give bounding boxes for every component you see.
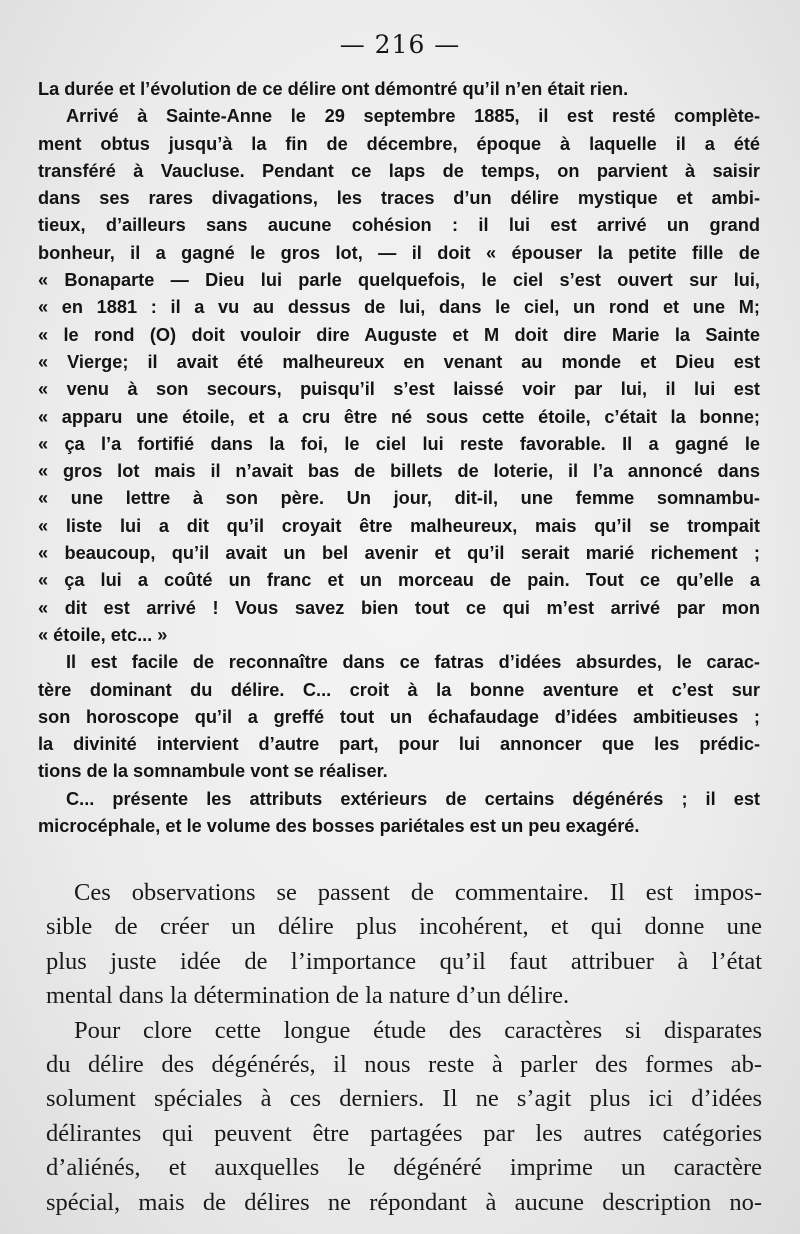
- text-line: « beaucoup, qu’il avait un bel avenir et qu’il serait marié richement ;: [38, 543, 760, 564]
- case-report-text: [38, 76, 760, 840]
- text-line: d’aliénés, et auxquelles le dégénéré imprime un caractère: [46, 1154, 762, 1182]
- text-line: « en 1881 : il a vu au dessus de lui, dans le ciel, un rond et une M;: [38, 297, 760, 318]
- text-line: la divinité intervient d’autre part, pour lui annoncer que les prédic-: [38, 734, 760, 755]
- text-line: tions de la somnambule vont se réaliser.: [38, 761, 388, 782]
- text-line: « apparu une étoile, et a cru être né sous cette étoile, c’était la bonne;: [38, 406, 760, 427]
- text-line: microcéphale, et le volume des bosses pariétales est un peu exagéré.: [38, 816, 640, 837]
- text-line: du délire des dégénérés, il nous reste à parler des formes ab-: [46, 1051, 762, 1079]
- text-line: Arrivé à Sainte-Anne le 29 septembre 1885, il est resté complète-: [66, 106, 760, 127]
- text-line: Pour clore cette longue étude des caractères si disparates: [74, 1016, 762, 1044]
- text-line: délirantes qui peuvent être partagées par les autres catégories: [46, 1119, 762, 1147]
- text-line: « Vierge; il avait été malheureux en venant au monde et Dieu est: [38, 351, 760, 372]
- text-line: La durée et l’évolution de ce délire ont démontré qu’il n’en était rien.: [38, 79, 629, 99]
- text-line: son horoscope qu’il a greffé tout un échafaudage d’idées ambitieuses ;: [38, 706, 760, 727]
- text-line: « étoile, etc... »: [38, 624, 168, 645]
- text-line: transféré à Vaucluse. Pendant ce laps de temps, on parvient à saisir: [38, 160, 760, 181]
- text-line: dans ses rares divagations, les traces d’un délire mystique et ambi-: [38, 188, 760, 209]
- text-line: tieux, d’ailleurs sans aucune cohésion : il lui est arrivé un grand: [38, 215, 760, 236]
- main-body-text: [46, 876, 762, 1220]
- text-line: C... présente les attributs extérieurs de certains dégénérés ; il est: [66, 788, 760, 809]
- text-line: « une lettre à son père. Un jour, dit-il, une femme somnambu-: [38, 488, 760, 509]
- text-line: « venu à son secours, puisqu’il s’est laissé voir par lui, il lui est: [38, 379, 760, 400]
- text-line: « le rond (O) doit vouloir dire Auguste et M doit dire Marie la Sainte: [38, 324, 760, 345]
- text-line: sible de créer un délire plus incohérent, et qui donne une: [46, 913, 762, 941]
- text-line: « ça l’a fortifié dans la foi, le ciel lui reste favorable. Il a gagné le: [38, 433, 760, 454]
- text-line: Ces observations se passent de commentaire. Il est impos-: [74, 879, 762, 906]
- text-line: plus juste idée de l’importance qu’il faut attribuer à l’état: [46, 947, 762, 975]
- text-line: « Bonaparte — Dieu lui parle quelquefois, le ciel s’est ouvert sur lui,: [38, 270, 760, 291]
- text-line: ment obtus jusqu’à la fin de décembre, époque à laquelle il a été: [38, 133, 760, 154]
- text-line: « ça lui a coûté un franc et un morceau de pain. Tout ce qu’elle a: [38, 570, 760, 591]
- text-line: « gros lot mais il n’avait bas de billets de loterie, il l’a annoncé dans: [38, 461, 760, 482]
- page-number: — 216 —: [339, 30, 461, 59]
- text-line: solument spéciales à ces derniers. Il ne s’agit plus ici d’idées: [46, 1085, 762, 1113]
- text-line: bonheur, il a gagné le gros lot, — il doit « épouser la petite fille de: [38, 242, 760, 263]
- text-line: « dit est arrivé ! Vous savez bien tout ce qui m’est arrivé par mon: [38, 597, 760, 618]
- text-line: « liste lui a dit qu’il croyait être malheureux, mais qu’il se trompait: [38, 515, 760, 536]
- text-line: spécial, mais de délires ne répondant à aucune description no-: [46, 1188, 762, 1216]
- text-line: Il est facile de reconnaître dans ce fatras d’idées absurdes, le carac-: [66, 652, 760, 673]
- text-line: tère dominant du délire. C... croit à la bonne aventure et c’est sur: [38, 679, 760, 700]
- text-line: mental dans la détermination de la nature d’un délire.: [46, 982, 570, 1010]
